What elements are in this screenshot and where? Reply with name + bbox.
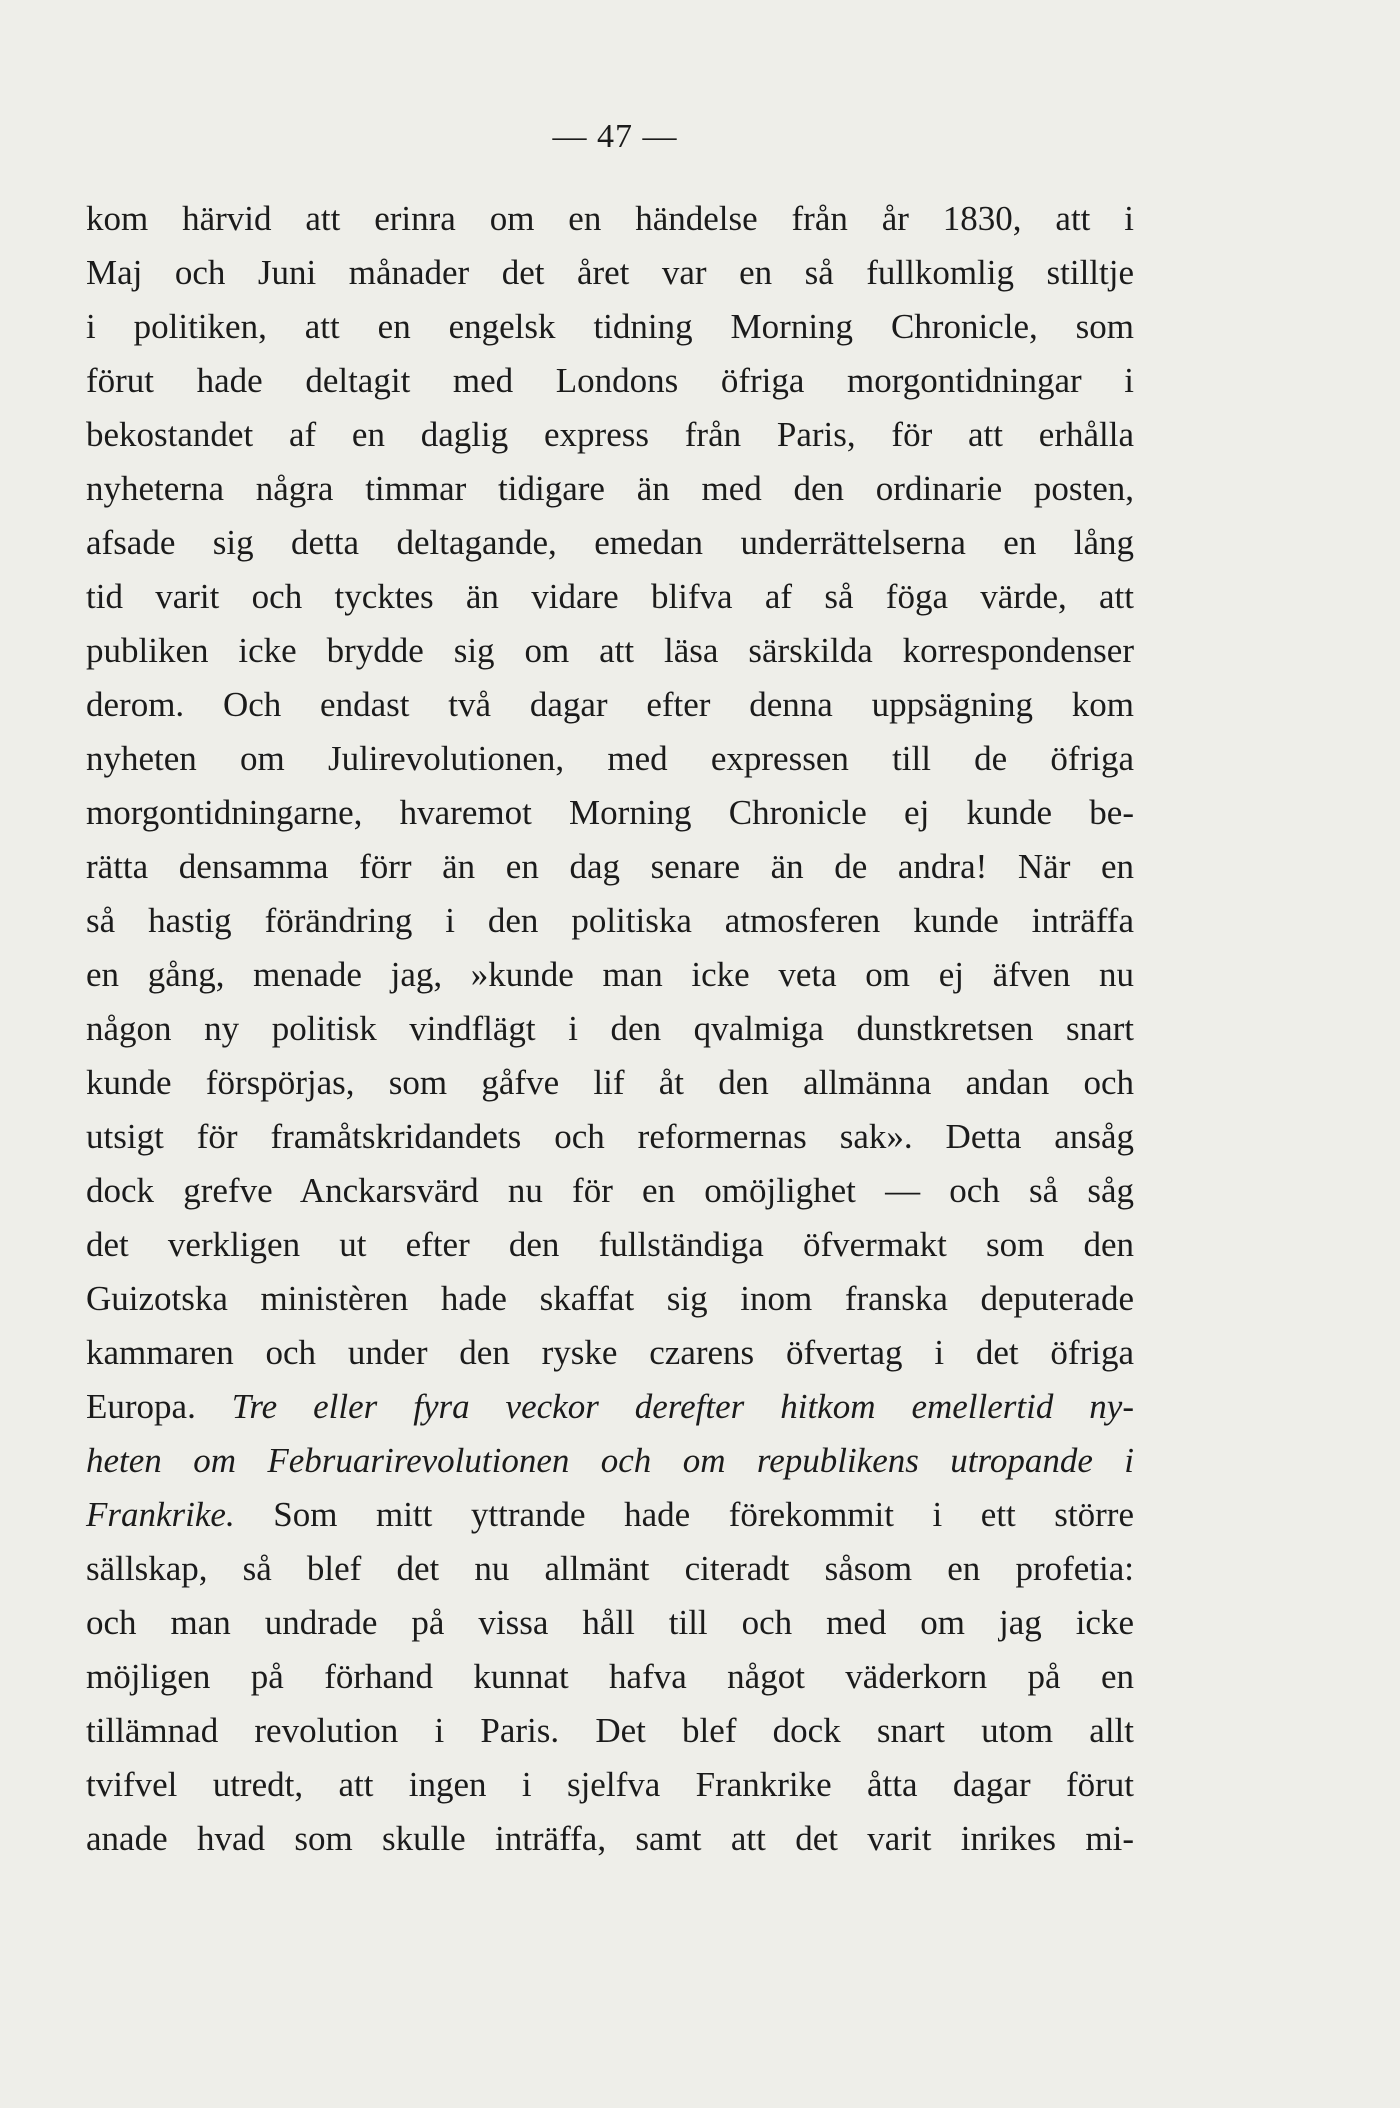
text-line bbox=[86, 894, 1134, 948]
text-line bbox=[86, 1218, 1134, 1272]
text-line bbox=[86, 1380, 1134, 1434]
text-line bbox=[86, 840, 1134, 894]
text-segment: publiken icke brydde sig om att läsa särskilda korrespondenser bbox=[86, 631, 1134, 670]
text-line bbox=[86, 678, 1134, 732]
text-line bbox=[86, 300, 1134, 354]
text-segment: någon ny politisk vindflägt i den qvalmiga dunstkretsen snart bbox=[86, 1009, 1134, 1048]
text-segment: anade hvad som skulle inträffa, samt att det varit inrikes mi- bbox=[86, 1819, 1134, 1858]
text-segment: morgontidningarne, hvaremot Morning Chronicle ej kunde be- bbox=[86, 793, 1134, 832]
text-line bbox=[86, 1002, 1134, 1056]
text-segment: rätta densamma förr än en dag senare än de andra! När en bbox=[86, 847, 1134, 886]
text-line bbox=[86, 732, 1134, 786]
text-segment: dock grefve Anckarsvärd nu för en omöjlighet — och så såg bbox=[86, 1171, 1134, 1210]
text-line bbox=[86, 1272, 1134, 1326]
italic-text-segment: Tre eller fyra veckor derefter hitkom emellertid ny- bbox=[231, 1387, 1134, 1426]
text-segment: sällskap, så blef det nu allmänt citeradt såsom en profetia: bbox=[86, 1549, 1134, 1588]
text-line bbox=[86, 1650, 1134, 1704]
text-line bbox=[86, 246, 1134, 300]
text-segment: Guizotska ministèren hade skaffat sig inom franska deputerade bbox=[86, 1279, 1134, 1318]
text-segment: afsade sig detta deltagande, emedan underrättelserna en lång bbox=[86, 523, 1134, 562]
text-line bbox=[86, 192, 1134, 246]
text-segment: tid varit och tycktes än vidare blifva af så föga värde, att bbox=[86, 577, 1134, 616]
body-text bbox=[86, 192, 1134, 1866]
text-line bbox=[86, 408, 1134, 462]
text-line bbox=[86, 570, 1134, 624]
text-segment: det verkligen ut efter den fullständiga öfvermakt som den bbox=[86, 1225, 1134, 1264]
italic-text-segment: Frankrike. bbox=[86, 1495, 235, 1534]
text-line bbox=[86, 1326, 1134, 1380]
text-segment: kammaren och under den ryske czarens öfvertag i det öfriga bbox=[86, 1333, 1134, 1372]
text-segment: kunde förspörjas, som gåfve lif åt den allmänna andan och bbox=[86, 1063, 1134, 1102]
text-line bbox=[86, 948, 1134, 1002]
text-line bbox=[86, 624, 1134, 678]
text-segment: Maj och Juni månader det året var en så fullkomlig stilltje bbox=[86, 253, 1134, 292]
text-line bbox=[86, 1596, 1134, 1650]
text-segment: derom. Och endast två dagar efter denna uppsägning kom bbox=[86, 685, 1134, 724]
text-line bbox=[86, 516, 1134, 570]
text-segment: kom härvid att erinra om en händelse från år 1830, att i bbox=[86, 199, 1134, 238]
text-line bbox=[86, 1056, 1134, 1110]
text-line bbox=[86, 462, 1134, 516]
text-segment: bekostandet af en daglig express från Paris, för att erhålla bbox=[86, 415, 1134, 454]
page-number: — 47 — bbox=[552, 118, 678, 155]
text-segment: nyheten om Julirevolutionen, med expressen till de öfriga bbox=[86, 739, 1134, 778]
italic-text-segment: heten om Februarirevolutionen och om republikens utropande i bbox=[86, 1441, 1134, 1480]
text-line bbox=[86, 354, 1134, 408]
text-segment: utsigt för framåtskridandets och reformernas sak». Detta ansåg bbox=[86, 1117, 1134, 1156]
text-line bbox=[86, 1488, 1134, 1542]
text-line bbox=[86, 1812, 1134, 1866]
text-segment: och man undrade på vissa håll till och med om jag icke bbox=[86, 1603, 1134, 1642]
text-segment: nyheterna några timmar tidigare än med den ordinarie posten, bbox=[86, 469, 1134, 508]
text-segment: förut hade deltagit med Londons öfriga morgontidningar i bbox=[86, 361, 1134, 400]
text-segment: Som mitt yttrande hade förekommit i ett större bbox=[234, 1495, 1134, 1534]
text-segment: en gång, menade jag, »kunde man icke veta om ej äfven nu bbox=[86, 955, 1134, 994]
text-line bbox=[86, 786, 1134, 840]
text-line bbox=[86, 1434, 1134, 1488]
text-line bbox=[86, 1110, 1134, 1164]
text-line bbox=[86, 1704, 1134, 1758]
text-segment: i politiken, att en engelsk tidning Morning Chronicle, som bbox=[86, 307, 1134, 346]
text-segment: så hastig förändring i den politiska atmosferen kunde inträffa bbox=[86, 901, 1134, 940]
text-line bbox=[86, 1164, 1134, 1218]
text-segment: tillämnad revolution i Paris. Det blef dock snart utom allt bbox=[86, 1711, 1134, 1750]
text-segment: Europa. bbox=[86, 1387, 232, 1426]
text-segment: tvifvel utredt, att ingen i sjelfva Frankrike åtta dagar förut bbox=[86, 1765, 1134, 1804]
text-line bbox=[86, 1758, 1134, 1812]
text-line bbox=[86, 1542, 1134, 1596]
text-segment: möjligen på förhand kunnat hafva något väderkorn på en bbox=[86, 1657, 1134, 1696]
